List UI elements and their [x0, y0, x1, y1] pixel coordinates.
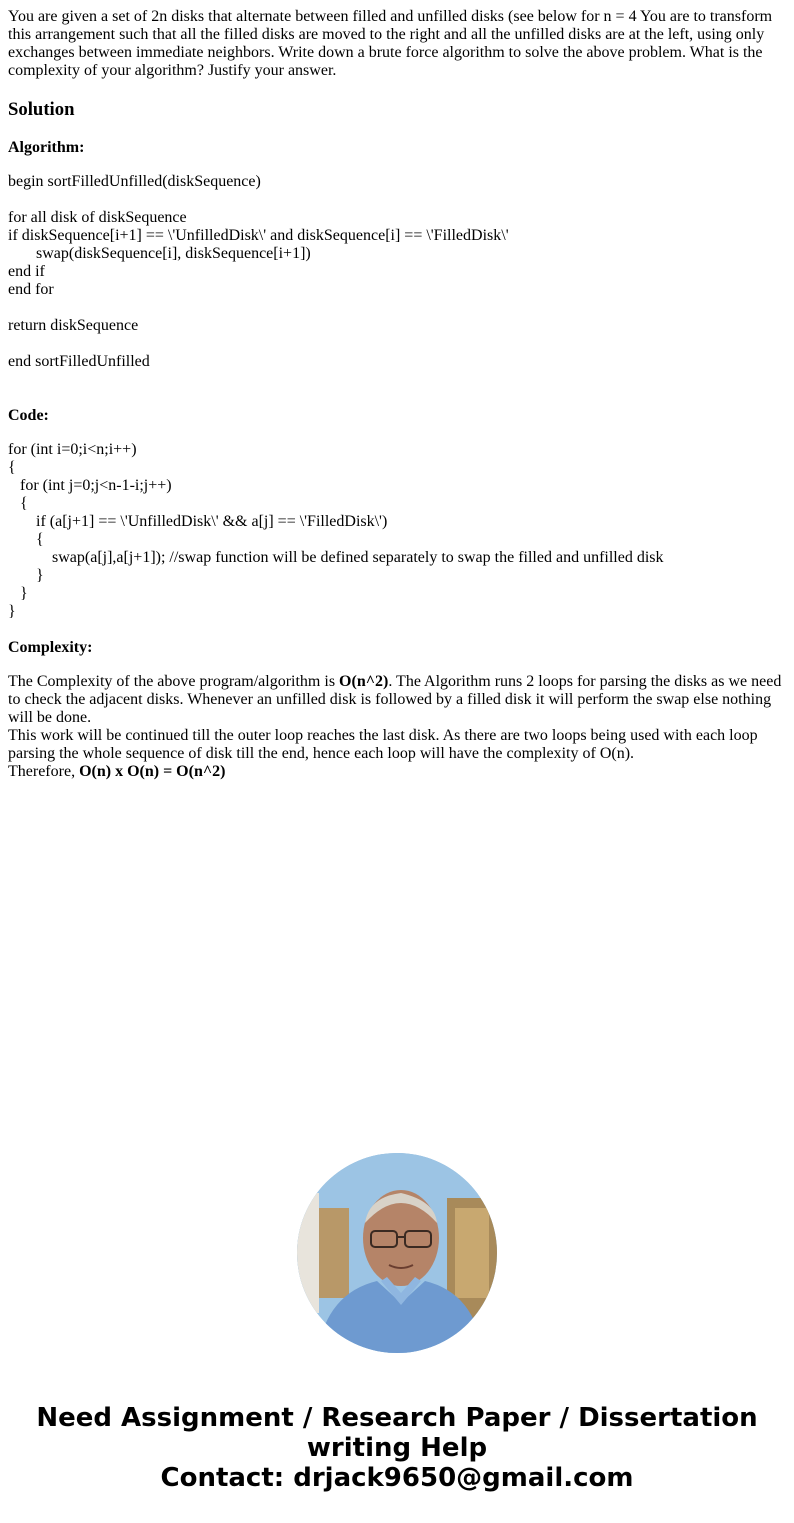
author-avatar [297, 1153, 497, 1353]
contact-email: Contact: drjack9650@gmail.com [160, 1463, 634, 1493]
cta-line: writing Help [306, 1433, 488, 1463]
code-line: } [8, 603, 16, 620]
algorithm-line: for all disk of diskSequence [8, 209, 187, 226]
algorithm-line [8, 335, 786, 353]
algorithm-line: end if [8, 263, 45, 280]
complexity-text: The Complexity of the above program/algorithm is [8, 673, 340, 690]
complexity-result: O(n) x O(n) = O(n^2) [79, 763, 226, 780]
code-line: } [8, 567, 44, 584]
complexity-title: Complexity: [8, 639, 93, 656]
code-line: for (int i=0;i<n;i++) [8, 441, 137, 458]
code-line: { [8, 459, 16, 476]
algorithm-line: begin sortFilledUnfilled(diskSequence) [8, 173, 261, 190]
document-body [8, 8, 786, 781]
algorithm-line: end for [8, 281, 54, 298]
complexity-text: Therefore, [8, 763, 80, 780]
algorithm-line: return diskSequence [8, 317, 139, 334]
algorithm-line: end sortFilledUnfilled [8, 353, 150, 370]
code-title: Code: [8, 407, 49, 424]
algorithm-block [8, 173, 786, 371]
solution-heading: Solution [8, 99, 75, 120]
complexity-paragraph [8, 673, 786, 727]
code-line: swap(a[j],a[j+1]); //swap function will be defined separately to swap the filled and unfilled disk [8, 549, 664, 566]
complexity-value: O(n^2) [339, 673, 389, 690]
complexity-text: . The Algorithm runs 2 loops for parsing the disks as we need to check the adjacent disks. Whenever an unfilled disk is followed by a filled disk it will perform the swap else nothing will be done. [8, 673, 782, 726]
algorithm-line: if diskSequence[i+1] == \'UnfilledDisk\' and diskSequence[i] == \'FilledDisk\' [8, 227, 509, 244]
cta-line: Need Assignment / Research Paper / Dissertation [36, 1403, 758, 1433]
code-line: { [8, 531, 44, 548]
algorithm-title: Algorithm: [8, 139, 85, 156]
contact-banner [0, 1403, 794, 1493]
algorithm-line [8, 299, 786, 317]
complexity-conclusion [8, 763, 786, 781]
code-block [8, 441, 786, 621]
complexity-block [8, 673, 786, 781]
question-text: You are given a set of 2n disks that alternate between filled and unfilled disks (see below for n = 4 You are to transform this arrangement such that all the filled disks are moved to the right and all the unfilled disks are at the left, using only exchanges between immediate neighbors. Write down a brute force algorithm to solve the above problem. What is the complexity of your algorithm? Justify your answer. [8, 8, 773, 79]
code-line: { [8, 495, 28, 512]
author-photo-icon [297, 1153, 497, 1353]
algorithm-line [8, 191, 786, 209]
code-line: for (int j=0;j<n-1-i;j++) [8, 477, 172, 494]
code-line: if (a[j+1] == \'UnfilledDisk\' && a[j] == \'FilledDisk\') [8, 513, 388, 530]
algorithm-line: swap(diskSequence[i], diskSequence[i+1]) [8, 245, 311, 262]
complexity-paragraph: This work will be continued till the outer loop reaches the last disk. As there are two loops being used with each loop parsing the whole sequence of disk till the end, hence each loop will have the complexity of O(n). [8, 727, 758, 762]
code-line: } [8, 585, 28, 602]
